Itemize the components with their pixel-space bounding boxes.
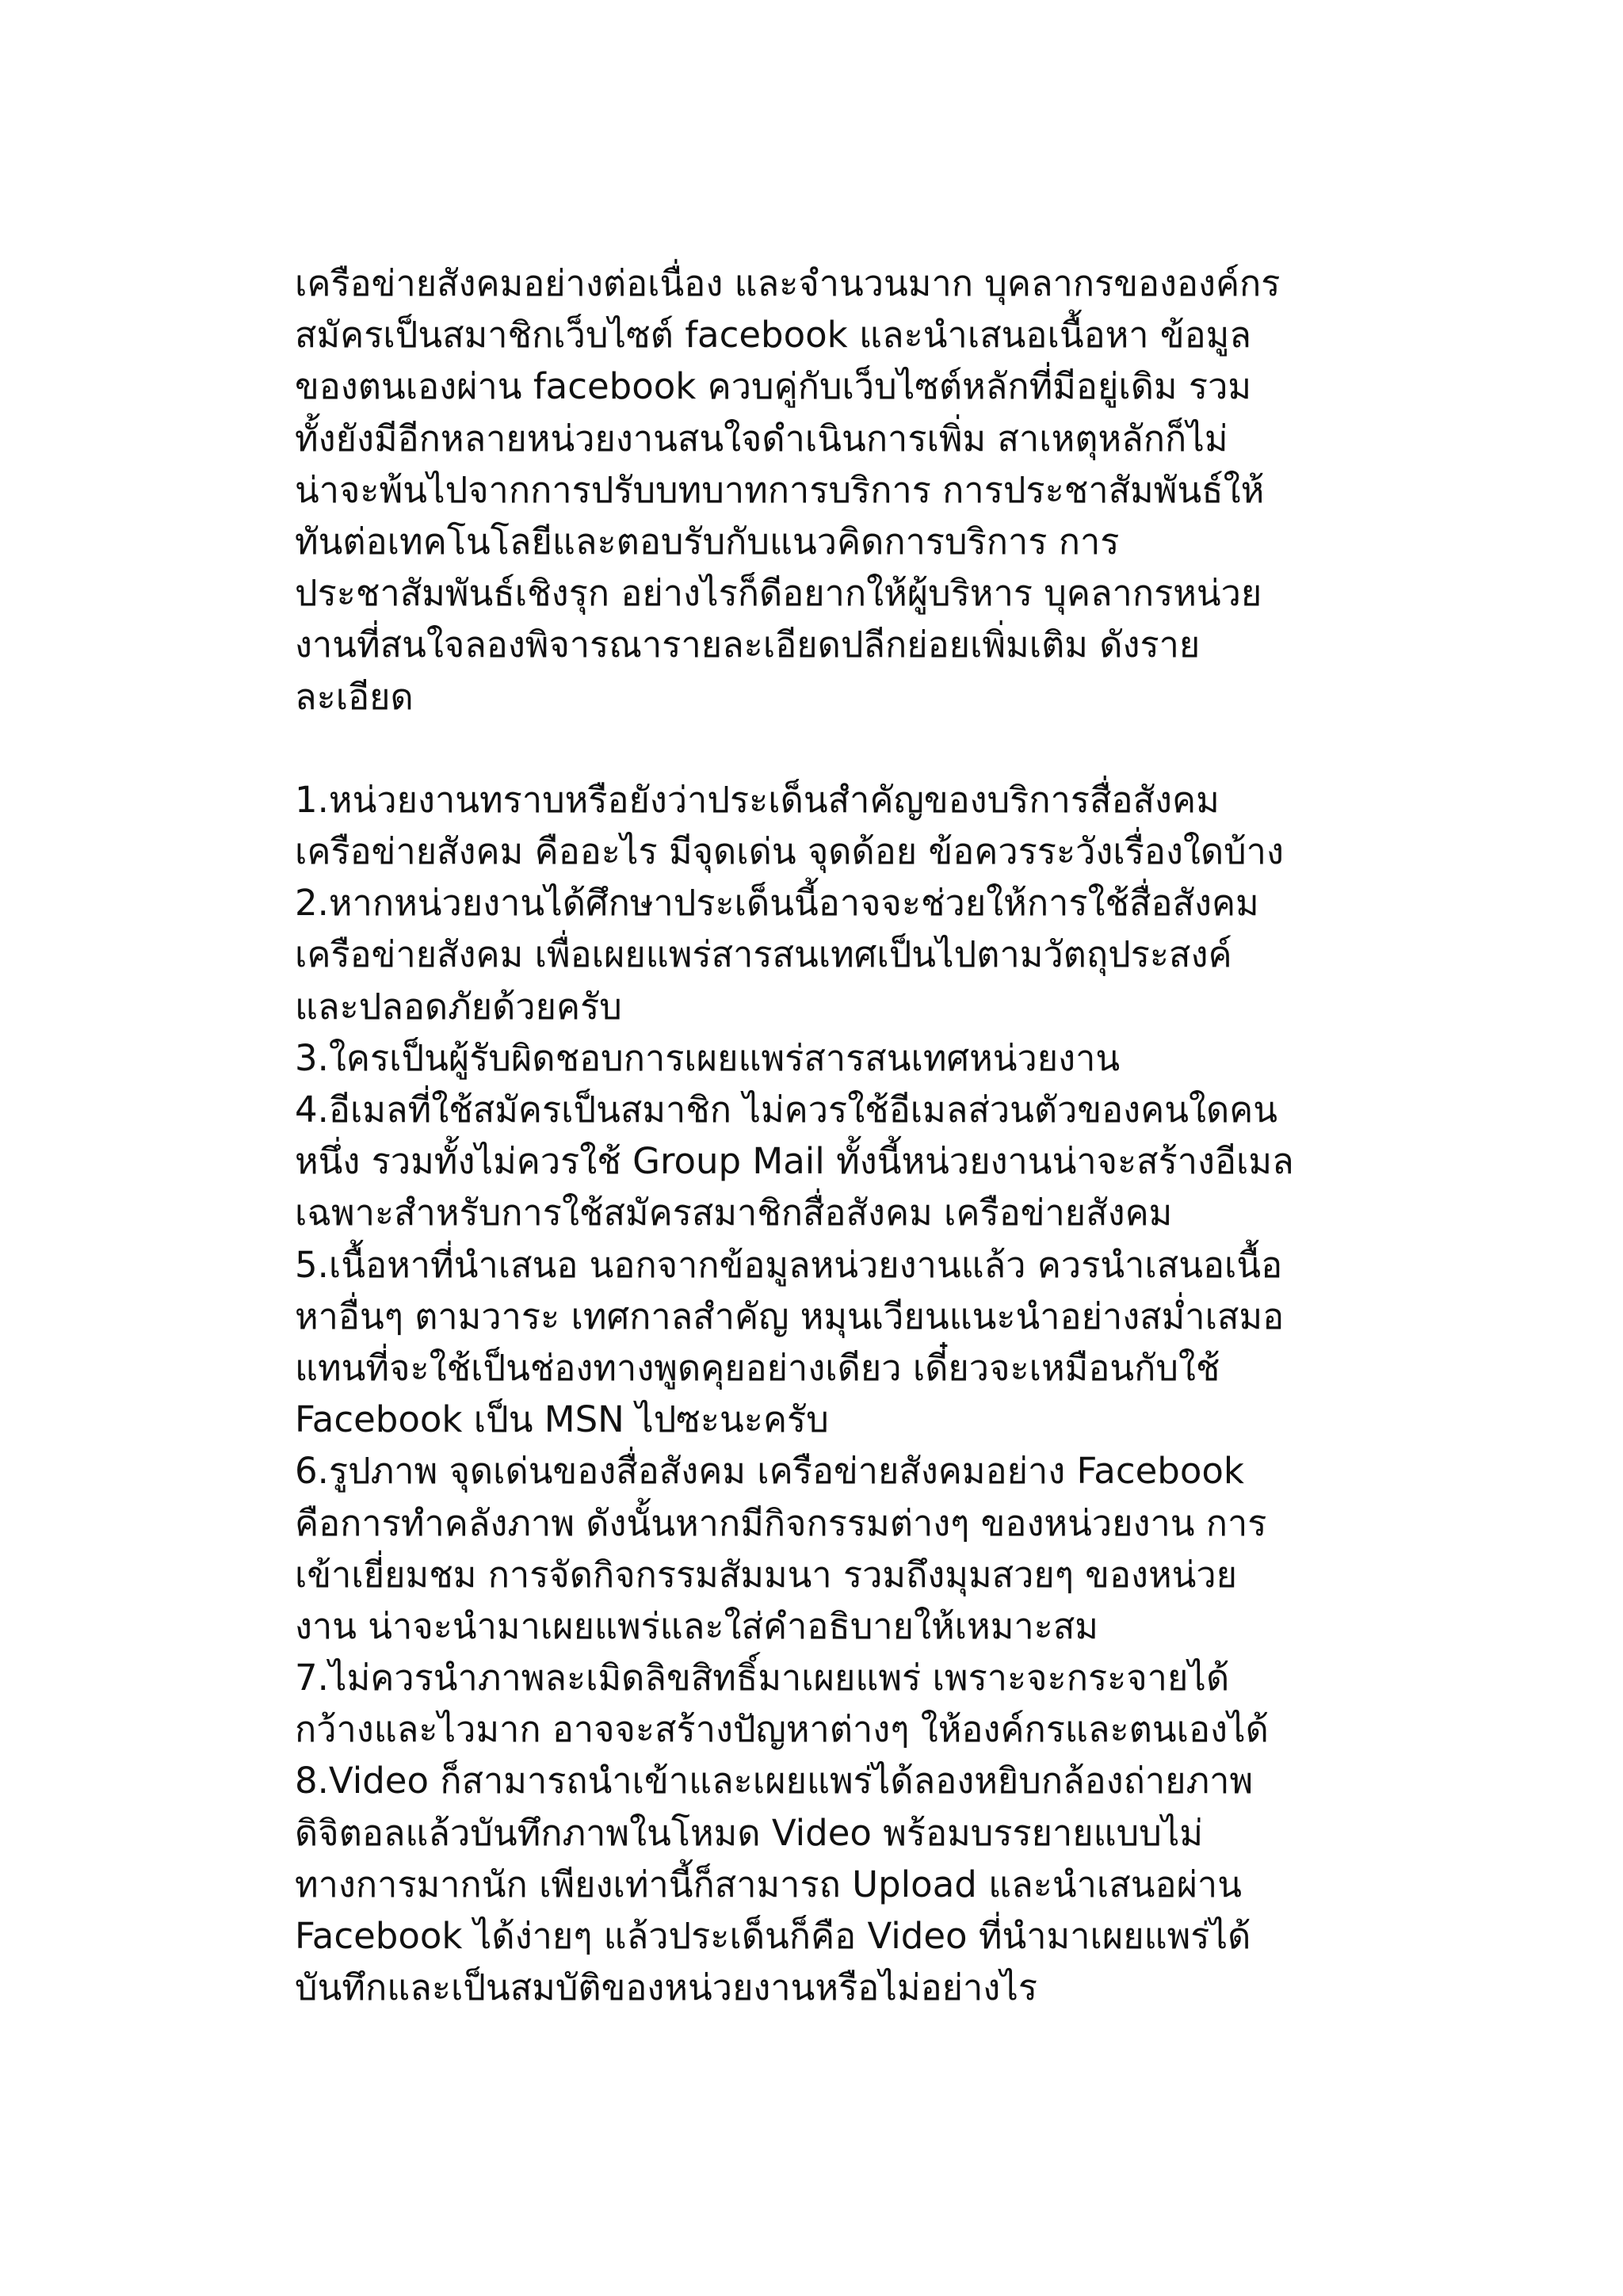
list-line: แทนที่จะใช้เป็นช่องทางพูดคุยอย่างเดียว เดี๋ยวจะเหมือนกับใช้	[295, 1346, 1220, 1389]
list-line: 3.ใครเป็นผู้รับผิดชอบการเผยแพร่สารสนเทศหน่วยงาน	[295, 1036, 1121, 1079]
list-line: Facebook เป็น MSN ไปซะนะครับ	[295, 1398, 829, 1441]
list-line: เข้าเยี่ยมชม การจัดกิจกรรมสัมมนา รวมถึงมุมสวยๆ ของหน่วย	[295, 1553, 1238, 1596]
list-line: บันทึกและเป็นสมบัติของหน่วยงานหรือไม่อย่างไร	[295, 1966, 1038, 2009]
list-line: กว้างและไวมาก อาจจะสร้างปัญหาต่างๆ ให้องค์กรและตนเองได้	[295, 1708, 1269, 1751]
list-line: Facebook ได้ง่ายๆ แล้วประเด็นก็คือ Video ที่นำมาเผยแพร่ได้	[295, 1915, 1251, 1957]
list-line: และปลอดภัยด้วยครับ	[295, 985, 622, 1028]
list-line: ทางการมากนัก เพียงเท่านี้ก็สามารถ Upload และนำเสนอผ่าน	[295, 1863, 1242, 1905]
list-line: 5.เนื้อหาที่นำเสนอ นอกจากข้อมูลหน่วยงานแล้ว ควรนำเสนอเนื้อ	[295, 1243, 1283, 1286]
paragraph-gap	[295, 723, 1484, 774]
list-line: คือการทำคลังภาพ ดังนั้นหากมีกิจกรรมต่างๆ ของหน่วยงาน การ	[295, 1501, 1267, 1544]
intro-line: เครือข่ายสังคมอย่างต่อเนื่อง และจำนวนมาก บุคลากรขององค์กร	[295, 262, 1281, 304]
list-line: ดิจิตอลแล้วบันทึกภาพในโหมด Video พร้อมบรรยายแบบไม่	[295, 1811, 1204, 1854]
recommendation-list	[295, 774, 1484, 2014]
list-line: 2.หากหน่วยงานได้ศึกษาประเด็นนี้อาจจะช่วยให้การใช้สื่อสังคม	[295, 882, 1259, 925]
list-line: เครือข่ายสังคม เพื่อเผยแพร่สารสนเทศเป็นไปตามวัตถุประสงค์	[295, 933, 1232, 976]
intro-line: ของตนเองผ่าน facebook ควบคู่กับเว็บไซต์หลักที่มีอยู่เดิม รวม	[295, 365, 1252, 408]
intro-line: ทั้งยังมีอีกหลายหน่วยงานสนใจดำเนินการเพิ่ม สาเหตุหลักก็ไม่	[295, 417, 1228, 460]
list-line: 7.ไม่ควรนำภาพละเมิดลิขสิทธิ์มาเผยแพร่ เพราะจะกระจายได้	[295, 1657, 1230, 1699]
list-line: 6.รูปภาพ จุดเด่นของสื่อสังคม เครือข่ายสังคมอย่าง Facebook	[295, 1450, 1244, 1493]
intro-line: งานที่สนใจลองพิจารณารายละเอียดปลีกย่อยเพิ่มเติม ดังราย	[295, 624, 1201, 666]
list-line: 4.อีเมลที่ใช้สมัครเป็นสมาชิก ไม่ควรใช้อีเมลส่วนตัวของคนใดคน	[295, 1089, 1278, 1131]
list-line: เครือข่ายสังคม คืออะไร มีจุดเด่น จุดด้อย ข้อควรระวังเรื่องใดบ้าง	[295, 830, 1284, 873]
intro-line: น่าจะพ้นไปจากการปรับบทบาทการบริการ การประชาสัมพันธ์ให้	[295, 468, 1265, 511]
list-line: งาน น่าจะนำมาเผยแพร่และใส่คำอธิบายให้เหมาะสม	[295, 1604, 1098, 1647]
list-line: หนึ่ง รวมทั้งไม่ควรใช้ Group Mail ทั้งนี้หน่วยงานน่าจะสร้างอีเมล	[295, 1140, 1294, 1183]
document-body	[295, 257, 1484, 2013]
intro-paragraph	[295, 257, 1484, 723]
list-line: หาอื่นๆ ตามวาระ เทศกาลสำคัญ หมุนเวียนแนะนำอย่างสม่ำเสมอ	[295, 1295, 1285, 1337]
intro-line: ประชาสัมพันธ์เชิงรุก อย่างไรก็ดีอยากให้ผู้บริหาร บุคลากรหน่วย	[295, 572, 1262, 615]
intro-line: ทันต่อเทคโนโลยีและตอบรับกับแนวคิดการบริการ การ	[295, 520, 1120, 563]
intro-line: ละเอียด	[295, 675, 414, 718]
intro-line: สมัครเป็นสมาชิกเว็บไซต์ facebook และนำเสนอเนื้อหา ข้อมูล	[295, 314, 1251, 357]
list-line: เฉพาะสำหรับการใช้สมัครสมาชิกสื่อสังคม เครือข่ายสังคม	[295, 1192, 1173, 1234]
list-line: 1.หน่วยงานทราบหรือยังว่าประเด็นสำคัญของบริการสื่อสังคม	[295, 778, 1220, 821]
list-line: 8.Video ก็สามารถนำเข้าและเผยแพร่ได้ลองหยิบกล้องถ่ายภาพ	[295, 1760, 1254, 1802]
